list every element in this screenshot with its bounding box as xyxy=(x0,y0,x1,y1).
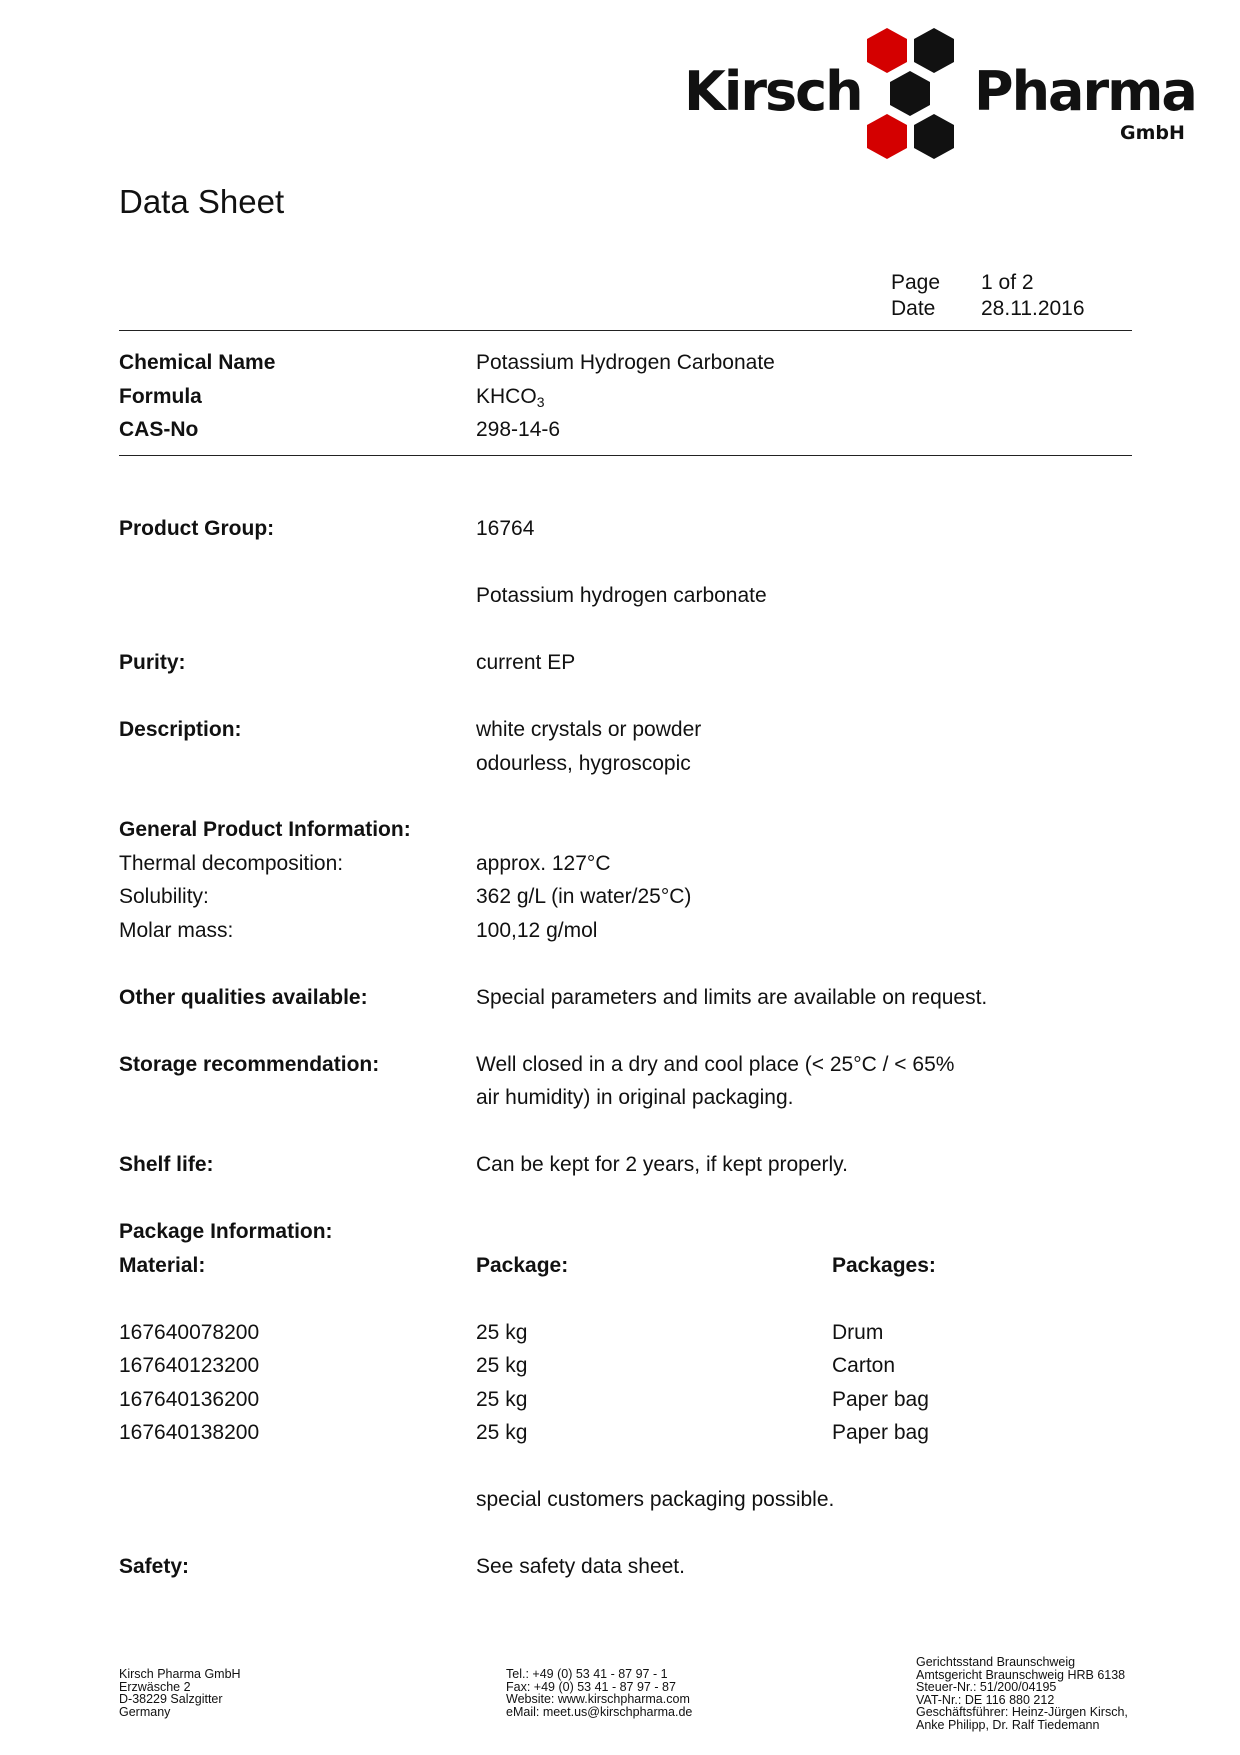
package-size: 25 kg xyxy=(476,1388,528,1411)
footer-legal-line: Amtsgericht Braunschweig HRB 6138 xyxy=(916,1667,1126,1682)
page-title: Data Sheet xyxy=(119,183,285,220)
footer-city: D-38229 Salzgitter xyxy=(119,1692,223,1706)
footer-legal-line: Steuer-Nr.: 51/200/04195 xyxy=(916,1680,1057,1694)
hex-top-right xyxy=(914,28,954,73)
product-group-name: Potassium hydrogen carbonate xyxy=(476,584,767,607)
formula-label: Formula xyxy=(119,385,202,408)
package-size: 25 kg xyxy=(476,1421,528,1444)
product-group-label: Product Group: xyxy=(119,517,275,540)
safety-value: See safety data sheet. xyxy=(476,1555,685,1578)
package-type: Paper bag xyxy=(832,1388,929,1411)
safety-label: Safety: xyxy=(119,1555,190,1578)
material-number: 167640123200 xyxy=(119,1354,260,1377)
package-info-label: Package Information: xyxy=(119,1220,333,1243)
page-label: Page xyxy=(891,271,941,294)
purity-label: Purity: xyxy=(119,651,186,674)
molar-mass-label: Molar mass: xyxy=(119,919,234,942)
hex-top-left xyxy=(867,28,907,73)
shelf-life-label: Shelf life: xyxy=(119,1153,214,1176)
footer-website[interactable]: Website: www.kirschpharma.com xyxy=(506,1692,690,1706)
storage-label: Storage recommendation: xyxy=(119,1053,380,1076)
storage-line-2: air humidity) in original packaging. xyxy=(476,1086,794,1109)
footer-contact xyxy=(506,1668,692,1718)
package-type: Carton xyxy=(832,1354,896,1377)
footer-legal xyxy=(916,1656,1128,1731)
hex-middle xyxy=(890,71,930,116)
chemical-name-value: Potassium Hydrogen Carbonate xyxy=(476,351,775,374)
footer-legal-line: Anke Philipp, Dr. Ralf Tiedemann xyxy=(916,1717,1100,1732)
solubility-value: 362 g/L (in water/25°C) xyxy=(476,885,692,908)
footer-company: Kirsch Pharma GmbH xyxy=(119,1667,241,1681)
table-header-material: Material: xyxy=(119,1254,206,1277)
molar-mass-value: 100,12 g/mol xyxy=(476,919,598,942)
divider-identity xyxy=(119,455,1132,456)
formula-main: KHCO xyxy=(476,385,537,408)
package-type: Paper bag xyxy=(832,1421,929,1444)
description-line-1: white crystals or powder xyxy=(476,718,702,741)
purity-value: current EP xyxy=(476,651,576,674)
footer-legal-line: VAT-Nr.: DE 116 880 212 xyxy=(916,1692,1055,1707)
footer-street: Erzwäsche 2 xyxy=(119,1679,191,1694)
date-label: Date xyxy=(891,297,936,320)
package-size: 25 kg xyxy=(476,1321,528,1344)
hexagon-logo-icon xyxy=(864,24,974,160)
formula-value xyxy=(476,385,544,410)
company-logo xyxy=(684,24,1196,160)
footer-country: Germany xyxy=(119,1704,171,1719)
storage-line-1: Well closed in a dry and cool place (< 25°C / < 65% xyxy=(476,1053,955,1076)
solubility-label: Solubility: xyxy=(119,885,209,908)
product-group-value: 16764 xyxy=(476,517,535,540)
formula-subscript: 3 xyxy=(536,394,545,410)
logo-word-gmbh: GmbH xyxy=(1120,122,1185,144)
material-number: 167640078200 xyxy=(119,1321,260,1344)
date-value: 28.11.2016 xyxy=(981,297,1085,320)
chemical-name-label: Chemical Name xyxy=(119,351,276,374)
footer-legal-line: Gerichtsstand Braunschweig xyxy=(916,1655,1076,1669)
cas-label: CAS-No xyxy=(119,418,199,441)
material-number: 167640138200 xyxy=(119,1421,260,1444)
hex-bottom-left xyxy=(867,114,907,159)
cas-value: 298-14-6 xyxy=(476,418,561,441)
package-type: Drum xyxy=(832,1321,884,1344)
hex-bottom-right xyxy=(914,114,954,159)
footer-phone: Tel.: +49 (0) 53 41 - 87 97 - 1 xyxy=(506,1667,668,1681)
table-header-package: Package: xyxy=(476,1254,569,1277)
other-qualities-value: Special parameters and limits are available on request. xyxy=(476,986,988,1009)
shelf-life-value: Can be kept for 2 years, if kept properly. xyxy=(476,1153,848,1176)
thermal-label: Thermal decomposition: xyxy=(119,852,344,875)
other-qualities-label: Other qualities available: xyxy=(119,986,368,1009)
general-info-label: General Product Information: xyxy=(119,818,411,841)
description-line-2: odourless, hygroscopic xyxy=(476,752,691,775)
table-header-packages: Packages: xyxy=(832,1254,936,1277)
footer-email[interactable]: eMail: meet.us@kirschpharma.de xyxy=(506,1704,693,1719)
footer-address xyxy=(119,1668,241,1718)
material-number: 167640136200 xyxy=(119,1388,260,1411)
page-value: 1 of 2 xyxy=(981,271,1034,294)
thermal-value: approx. 127°C xyxy=(476,852,611,875)
footer-fax: Fax: +49 (0) 53 41 - 87 97 - 87 xyxy=(506,1679,676,1694)
divider-top xyxy=(119,330,1132,331)
logo-word-pharma: Pharma xyxy=(974,60,1196,123)
footer-legal-line: Geschäftsführer: Heinz-Jürgen Kirsch, xyxy=(916,1705,1128,1719)
package-size: 25 kg xyxy=(476,1354,528,1377)
logo-word-kirsch: Kirsch xyxy=(684,60,862,123)
description-label: Description: xyxy=(119,718,242,741)
special-packaging-note: special customers packaging possible. xyxy=(476,1488,835,1511)
